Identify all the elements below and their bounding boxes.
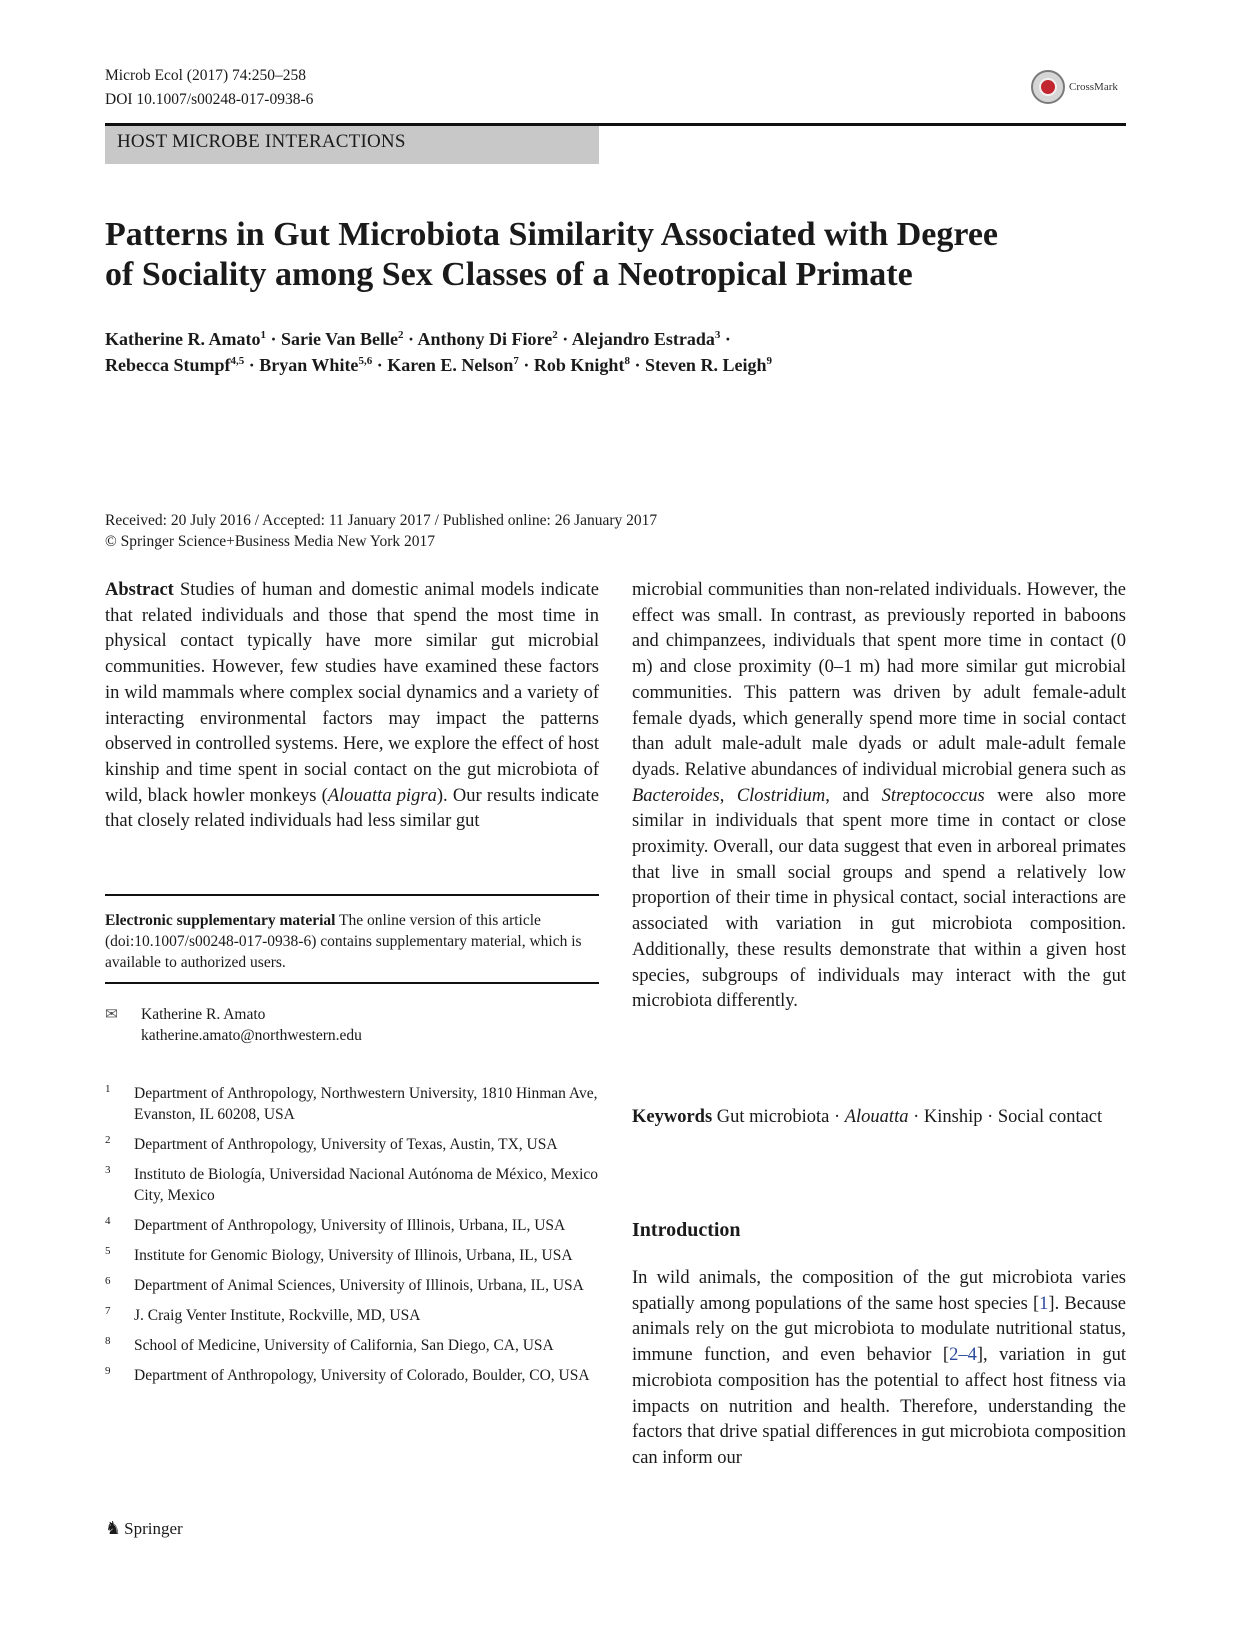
publisher-footer (105, 1518, 183, 1539)
affiliation-number: 6 (105, 1275, 111, 1287)
author-line-1 (105, 326, 1105, 352)
author-affil-sup: 4,5 (230, 355, 245, 367)
title-line-2: of Sociality among Sex Classes of a Neotropical Primate (105, 256, 913, 293)
affiliation-text: J. Craig Venter Institute, Rockville, MD, USA (134, 1307, 421, 1324)
affiliation-text: Department of Anthropology, Northwestern University, 1810 Hinman Ave, Evanston, IL 60208, USA (134, 1085, 598, 1123)
author-affil-sup: 5,6 (358, 355, 373, 367)
author-affil-sup: 8 (624, 355, 630, 367)
author-line-2 (105, 352, 1105, 378)
springer-horse-icon: ♞ (105, 1518, 122, 1538)
author-list (105, 326, 1105, 378)
intro-text-2: ]. Because animals rely on the gut microbiota to modulate nutritional status, immune function, and even behavior [ (632, 1293, 1126, 1366)
genus-name: Clostridium (736, 785, 826, 806)
author-separator: · (557, 329, 572, 349)
genus-separator: , (719, 785, 737, 806)
author-name[interactable]: Anthony Di Fiore (417, 329, 553, 349)
keywords-heading: Keywords (632, 1107, 713, 1127)
affiliation-number: 7 (105, 1305, 111, 1317)
affiliation-item (105, 1215, 599, 1236)
author-email[interactable]: katherine.amato@northwestern.edu (141, 1027, 362, 1044)
affiliation-text: Department of Anthropology, University of Texas, Austin, TX, USA (134, 1136, 558, 1153)
envelope-icon: ✉ (105, 1006, 118, 1023)
introduction-heading: Introduction (632, 1219, 741, 1241)
abstract-text-1: Studies of human and domestic animal models indicate that related individuals and those that spend the most time in physical contact typically have more similar gut microbial communities. However, few studies have examined these factors in wild mammals where complex social dynamics and a variety of interacting environmental factors may impact the patterns observed in controlled systems. Here, we explore the effect of host kinship and time spent in social contact on the gut microbiota of wild, black howler monkeys ( (105, 580, 599, 806)
author-separator: · (403, 329, 418, 349)
affiliation-number: 5 (105, 1245, 111, 1257)
corresponding-author: Katherine R. Amato (141, 1006, 266, 1023)
citation-link[interactable]: 1 (1039, 1293, 1049, 1314)
affiliation-item (105, 1335, 599, 1356)
crossmark-icon (1031, 70, 1065, 104)
author-separator: · (244, 355, 260, 375)
esm-heading: Electronic supplementary material (105, 912, 336, 929)
copyright-notice: © Springer Science+Business Media New York 2017 (105, 533, 436, 550)
abstract-text-2: ). Our results indicate that closely related individuals had less similar gut (105, 785, 599, 832)
affiliation-item (105, 1245, 599, 1266)
affiliation-text: Department of Anthropology, University of Illinois, Urbana, IL, USA (134, 1217, 566, 1234)
author-affil-sup: 1 (260, 329, 266, 341)
author-separator: · (265, 329, 281, 349)
keywords (632, 1105, 1126, 1131)
author-name[interactable]: Steven R. Leigh (644, 355, 767, 375)
affiliation-number: 4 (105, 1215, 111, 1227)
affiliation-text: School of Medicine, University of California, San Diego, CA, USA (134, 1337, 554, 1354)
title-line-1: Patterns in Gut Microbiota Similarity Associated with Degree (105, 216, 999, 253)
author-separator: · (629, 355, 645, 375)
author-name[interactable]: Alejandro Estrada (571, 329, 715, 349)
journal-citation (105, 64, 313, 112)
crossmark-badge[interactable] (1031, 68, 1126, 106)
affiliation-item (105, 1164, 599, 1206)
author-separator: · (720, 329, 731, 349)
affiliation-number: 8 (105, 1335, 111, 1347)
affiliation-text: Department of Anthropology, University of Colorado, Boulder, CO, USA (134, 1367, 590, 1384)
affiliation-number: 1 (105, 1083, 111, 1095)
author-name[interactable]: Katherine R. Amato (105, 329, 261, 349)
esm-bottom-rule (105, 982, 599, 984)
correspondence (105, 1004, 362, 1046)
author-name[interactable]: Rebecca Stumpf (105, 355, 231, 375)
intro-text-1: In wild animals, the composition of the gut microbiota varies spatially among populations of the same host species [ (632, 1268, 1126, 1314)
citation-link[interactable]: 2–4 (949, 1345, 977, 1366)
introduction-paragraph (632, 1266, 1126, 1472)
affiliation-item (105, 1134, 599, 1155)
author-affil-sup: 3 (714, 329, 721, 341)
author-affil-sup: 2 (398, 329, 404, 341)
abstract-continuation (632, 578, 1126, 1015)
journal-volume: Microb Ecol (2017) 74:250–258 (105, 67, 307, 84)
keyword-list-2: · Kinship · Social contact (908, 1107, 1103, 1127)
doi[interactable]: DOI 10.1007/s00248-017-0938-6 (105, 91, 314, 108)
genus-separator: , and (825, 785, 882, 806)
intro-text-3: ], variation in gut microbiota composition has the potential to affect host fitness via impacts on nutrition and health. Therefore, understanding the factors that drive spatial differences in gut microbiota composition can inform our (632, 1345, 1126, 1468)
genus-name: Bacteroides (632, 785, 720, 806)
esm-text: The online version of this article (doi:10.1007/s00248-017-0938-6) contains supplementary material, which is available to authorized users. (105, 912, 582, 971)
abstract-paragraph (105, 578, 599, 835)
author-name[interactable]: Karen E. Nelson (387, 355, 514, 375)
author-affil-sup: 9 (766, 355, 772, 367)
affiliation-text: Instituto de Biología, Universidad Nacional Autónoma de México, Mexico City, Mexico (134, 1166, 599, 1204)
keyword-genus: Alouatta (844, 1107, 909, 1127)
publication-dates: Received: 20 July 2016 / Accepted: 11 January 2017 / Published online: 26 January 2017 (105, 512, 658, 529)
author-affil-sup: 7 (513, 355, 519, 367)
abstract-text-3: microbial communities than non-related individuals. However, the effect was small. In contrast, as previously reported in baboons and chimpanzees, individuals that spent more time in contact (0 m) and close proximity (0–1 m) had more similar gut microbial communities. This pattern was driven by adult female-adult female dyads, which generally spend more time in social contact than adult male-adult male dyads or adult male-adult female dyads. Relative abundances of individual microbial genera such as (632, 580, 1126, 780)
affiliation-item (105, 1275, 599, 1296)
affiliation-number: 2 (105, 1134, 111, 1146)
article-title (105, 215, 1065, 295)
author-name[interactable]: Sarie Van Belle (281, 329, 399, 349)
section-banner: HOST MICROBE INTERACTIONS (105, 126, 599, 164)
author-separator: · (372, 355, 388, 375)
author-separator: · (518, 355, 534, 375)
abstract-heading: Abstract (105, 580, 174, 600)
affiliation-item (105, 1305, 599, 1326)
abstract-text-4: were also more similar in individuals that spent more time in contact or close proximity. Overall, our data suggest that even in arboreal primates that live in small social groups and spend a relatively low proportion of their time in physical contact, social interactions are associated with variation in gut microbiota composition. Additionally, these results demonstrate that within a given host species, subgroups of individuals may interact with the gut microbiota differently. (632, 785, 1126, 1012)
supplementary-note (105, 910, 599, 973)
author-name[interactable]: Bryan White (259, 355, 359, 375)
affiliation-item (105, 1083, 599, 1125)
crossmark-label: CrossMark (1069, 81, 1118, 93)
esm-top-rule (105, 894, 599, 896)
species-name: Alouatta pigra (327, 785, 437, 806)
affiliations-list (105, 1083, 599, 1395)
genus-name: Streptococcus (881, 785, 985, 806)
publisher-name: Springer (124, 1518, 183, 1538)
keyword-list-1: Gut microbiota · (712, 1107, 845, 1127)
affiliation-text: Institute for Genomic Biology, University of Illinois, Urbana, IL, USA (134, 1247, 573, 1264)
affiliation-text: Department of Animal Sciences, University of Illinois, Urbana, IL, USA (134, 1277, 584, 1294)
affiliation-number: 9 (105, 1365, 111, 1377)
author-name[interactable]: Rob Knight (533, 355, 625, 375)
affiliation-item (105, 1365, 599, 1386)
author-affil-sup: 2 (552, 329, 558, 341)
affiliation-number: 3 (105, 1164, 111, 1176)
